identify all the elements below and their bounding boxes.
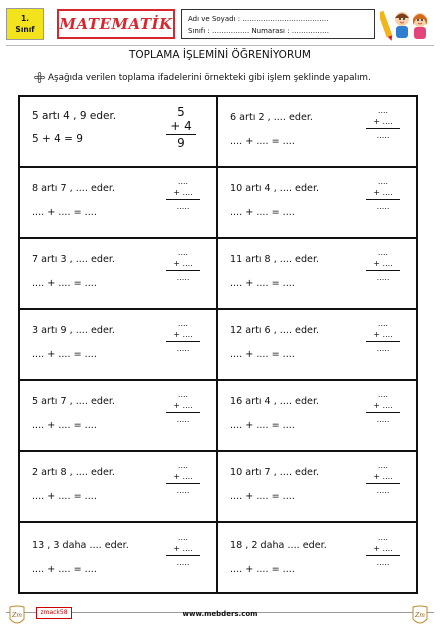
bottom-addend-blank[interactable]: + .... bbox=[373, 259, 393, 268]
subject-title: MATEMATİK bbox=[59, 15, 173, 33]
result-blank[interactable]: ..... bbox=[176, 202, 190, 211]
name-line: Adı ve Soyadı : ………………………………. bbox=[188, 15, 329, 23]
result-blank[interactable]: ..... bbox=[176, 415, 190, 424]
column-addition bbox=[366, 318, 400, 354]
result-blank[interactable]: ..... bbox=[376, 558, 390, 567]
column-addition bbox=[366, 389, 400, 425]
bottom-addend-blank[interactable]: + .... bbox=[173, 188, 193, 197]
bottom-addend-blank[interactable]: + .... bbox=[373, 117, 393, 126]
answer-equation[interactable]: .... + .... = .... bbox=[230, 278, 295, 289]
sum-line bbox=[366, 199, 400, 200]
column-addition bbox=[166, 532, 200, 568]
top-addend-blank[interactable]: .... bbox=[177, 461, 189, 470]
result-blank[interactable]: ..... bbox=[176, 486, 190, 495]
sum-line bbox=[166, 270, 200, 271]
exercise-cell bbox=[18, 450, 216, 521]
exercise-cell bbox=[18, 521, 216, 594]
exercise-sentence: 7 artı 3 , .... eder. bbox=[32, 254, 115, 265]
exercise-cell bbox=[218, 237, 416, 308]
grade-number: 1. bbox=[20, 14, 30, 23]
sum-line bbox=[366, 128, 400, 129]
answer-equation[interactable]: .... + .... = .... bbox=[32, 349, 97, 360]
exercise-sentence: 11 artı 8 , .... eder. bbox=[230, 254, 320, 265]
bottom-addend-blank[interactable]: + .... bbox=[173, 259, 193, 268]
exercise-sentence: 5 artı 7 , .... eder. bbox=[32, 396, 115, 407]
bottom-addend-blank[interactable]: + .... bbox=[373, 544, 393, 553]
column-addition bbox=[366, 247, 400, 283]
footer-website[interactable]: www.mebders.com bbox=[182, 610, 258, 618]
column-addition bbox=[166, 176, 200, 212]
header-divider bbox=[6, 45, 434, 46]
bottom-addend-blank[interactable]: + .... bbox=[373, 401, 393, 410]
result-blank[interactable]: ..... bbox=[376, 486, 390, 495]
answer-equation[interactable]: .... + .... = .... bbox=[230, 420, 295, 431]
instruction-text: Aşağıda verilen toplama ifadelerini örnekteki gibi işlem şeklinde yapalım. bbox=[48, 73, 371, 83]
worksheet-title: TOPLAMA İŞLEMİNİ ÖĞRENİYORUM bbox=[129, 49, 311, 61]
answer-equation[interactable]: .... + .... = .... bbox=[230, 136, 295, 147]
result-blank[interactable]: ..... bbox=[376, 415, 390, 424]
sum-line bbox=[166, 412, 200, 413]
grade-label: Sınıf bbox=[15, 25, 35, 34]
top-addend-blank[interactable]: .... bbox=[177, 177, 189, 186]
example-top-addend: 5 bbox=[177, 105, 185, 119]
bottom-addend-blank[interactable]: + .... bbox=[373, 330, 393, 339]
sum-line bbox=[366, 412, 400, 413]
column-addition bbox=[366, 105, 400, 141]
top-addend-blank[interactable]: .... bbox=[377, 461, 389, 470]
exercise-cell bbox=[218, 521, 416, 594]
exercise-cell bbox=[18, 237, 216, 308]
exercise-sentence: 12 artı 6 , .... eder. bbox=[230, 325, 320, 336]
example-result: 9 bbox=[177, 136, 185, 150]
top-addend-blank[interactable]: .... bbox=[377, 177, 389, 186]
bottom-addend-blank[interactable]: + .... bbox=[173, 330, 193, 339]
subject-title-box bbox=[57, 9, 175, 39]
top-addend-blank[interactable]: .... bbox=[377, 319, 389, 328]
bottom-addend-blank[interactable]: + .... bbox=[373, 472, 393, 481]
answer-equation[interactable]: .... + .... = .... bbox=[32, 207, 97, 218]
zm-logo-icon bbox=[410, 605, 430, 627]
result-blank[interactable]: ..... bbox=[176, 273, 190, 282]
answer-equation[interactable]: .... + .... = .... bbox=[230, 349, 295, 360]
answer-equation[interactable]: .... + .... = .... bbox=[230, 491, 295, 502]
example-equation: 5 + 4 = 9 bbox=[32, 133, 83, 145]
top-addend-blank[interactable]: .... bbox=[377, 533, 389, 542]
result-blank[interactable]: ..... bbox=[176, 344, 190, 353]
result-blank[interactable]: ..... bbox=[376, 202, 390, 211]
example-cell bbox=[18, 95, 216, 166]
top-addend-blank[interactable]: .... bbox=[177, 390, 189, 399]
column-addition bbox=[366, 176, 400, 212]
sum-line bbox=[366, 341, 400, 342]
top-addend-blank[interactable]: .... bbox=[177, 319, 189, 328]
sum-line bbox=[166, 199, 200, 200]
exercise-cell bbox=[18, 166, 216, 237]
sum-line bbox=[166, 341, 200, 342]
answer-equation[interactable]: .... + .... = .... bbox=[32, 564, 97, 575]
column-addition bbox=[166, 460, 200, 496]
flower-bullet-icon bbox=[34, 72, 45, 83]
top-addend-blank[interactable]: .... bbox=[377, 248, 389, 257]
exercise-sentence: 2 artı 8 , .... eder. bbox=[32, 467, 115, 478]
bottom-addend-blank[interactable]: + .... bbox=[173, 472, 193, 481]
answer-equation[interactable]: .... + .... = .... bbox=[230, 207, 295, 218]
class-line: Sınıfı : ……………. Numarası : ……………. bbox=[188, 27, 330, 35]
result-blank[interactable]: ..... bbox=[176, 558, 190, 567]
sum-line bbox=[366, 270, 400, 271]
sum-line bbox=[366, 555, 400, 556]
example-bottom-addend: + 4 bbox=[170, 119, 192, 133]
sum-line bbox=[366, 483, 400, 484]
footer-tag: zmack58 bbox=[36, 607, 72, 619]
column-addition bbox=[166, 247, 200, 283]
exercise-sentence: 10 artı 4 , .... eder. bbox=[230, 183, 320, 194]
grade-badge bbox=[6, 8, 44, 40]
result-blank[interactable]: ..... bbox=[376, 344, 390, 353]
exercise-sentence: 8 artı 7 , .... eder. bbox=[32, 183, 115, 194]
exercise-cell bbox=[218, 166, 416, 237]
sum-line bbox=[166, 555, 200, 556]
exercise-cell bbox=[218, 450, 416, 521]
exercise-sentence: 6 artı 2 , .... eder. bbox=[230, 112, 313, 123]
exercise-sentence: 13 , 3 daha .... eder. bbox=[32, 540, 129, 551]
answer-equation[interactable]: .... + .... = .... bbox=[32, 491, 97, 502]
top-addend-blank[interactable]: .... bbox=[177, 248, 189, 257]
exercise-cell bbox=[18, 379, 216, 450]
exercise-sentence: 3 artı 9 , .... eder. bbox=[32, 325, 115, 336]
exercise-sentence: 16 artı 4 , .... eder. bbox=[230, 396, 320, 407]
bottom-addend-blank[interactable]: + .... bbox=[173, 544, 193, 553]
example-column-addition bbox=[166, 105, 196, 150]
column-addition bbox=[166, 389, 200, 425]
example-sentence: 5 artı 4 , 9 eder. bbox=[32, 110, 117, 122]
logo-mark: Zm bbox=[12, 612, 22, 619]
top-addend-blank[interactable]: .... bbox=[377, 390, 389, 399]
sum-line bbox=[166, 483, 200, 484]
answer-equation[interactable]: .... + .... = .... bbox=[32, 420, 97, 431]
top-addend-blank[interactable]: .... bbox=[177, 533, 189, 542]
exercise-cell bbox=[218, 308, 416, 379]
exercise-sentence: 10 artı 7 , .... eder. bbox=[230, 467, 320, 478]
result-blank[interactable]: ..... bbox=[376, 273, 390, 282]
answer-equation[interactable]: .... + .... = .... bbox=[230, 564, 295, 575]
bottom-addend-blank[interactable]: + .... bbox=[373, 188, 393, 197]
exercise-cell bbox=[218, 379, 416, 450]
exercise-sentence: 18 , 2 daha .... eder. bbox=[230, 540, 327, 551]
column-addition bbox=[366, 532, 400, 568]
exercise-cell bbox=[218, 95, 416, 166]
bottom-addend-blank[interactable]: + .... bbox=[173, 401, 193, 410]
answer-equation[interactable]: .... + .... = .... bbox=[32, 278, 97, 289]
exercise-cell bbox=[18, 308, 216, 379]
column-addition bbox=[166, 318, 200, 354]
kids-illustration-icon bbox=[380, 7, 432, 41]
result-blank[interactable]: ..... bbox=[376, 131, 390, 140]
logo-mark: Zm bbox=[415, 612, 425, 619]
sum-line bbox=[166, 134, 196, 135]
student-info-box bbox=[181, 9, 375, 39]
column-addition bbox=[366, 460, 400, 496]
top-addend-blank[interactable]: .... bbox=[377, 106, 389, 115]
